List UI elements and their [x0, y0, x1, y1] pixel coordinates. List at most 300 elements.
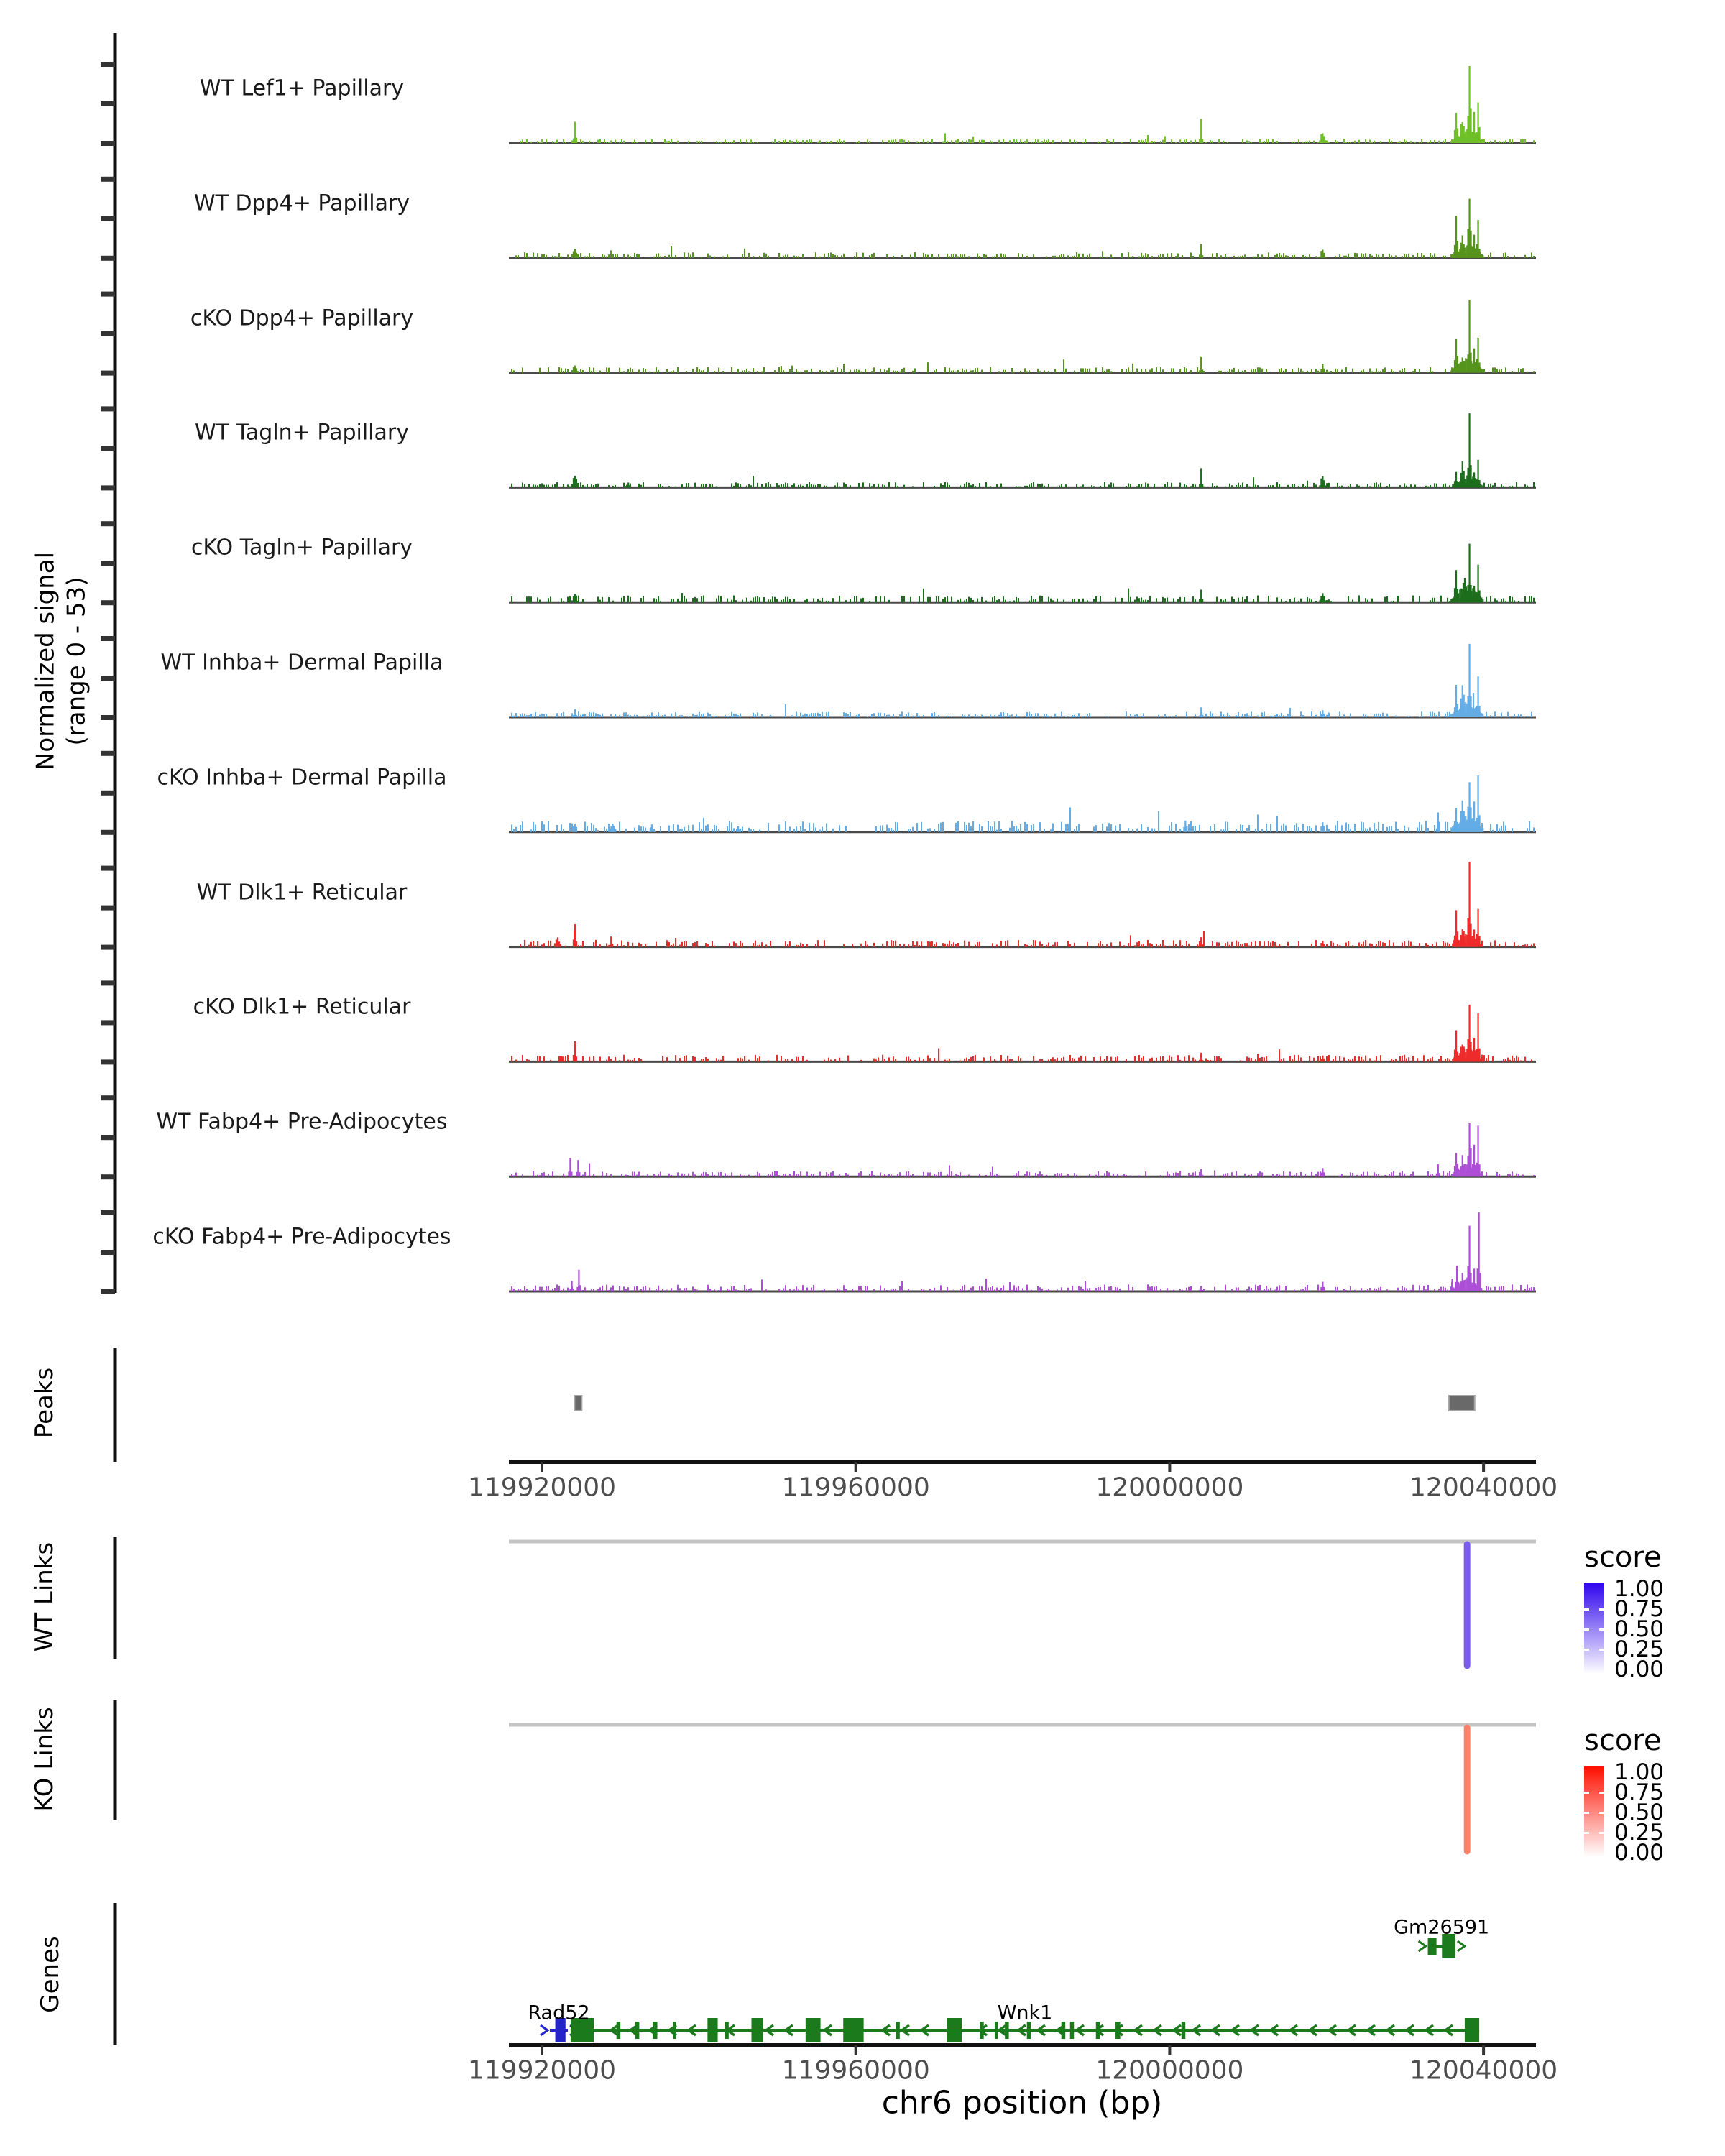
signal-noise [826, 486, 827, 487]
signal-noise [884, 596, 886, 602]
signal-noise [1518, 1057, 1519, 1061]
signal-peak [1320, 1287, 1322, 1291]
signal-peak [1478, 251, 1479, 258]
signal-noise [1285, 601, 1287, 602]
signal-noise [1167, 1060, 1168, 1061]
signal-noise [1298, 139, 1300, 143]
signal-noise [1518, 945, 1519, 946]
signal-noise [1067, 941, 1069, 946]
signal-noise [871, 1171, 873, 1176]
signal-noise [1259, 1285, 1261, 1291]
signal-noise [1208, 1060, 1209, 1061]
signal-peak [1476, 825, 1478, 832]
signal-noise [1292, 369, 1293, 373]
signal-noise [1289, 1171, 1291, 1176]
signal-noise [811, 139, 812, 143]
signal-noise [705, 1057, 707, 1061]
signal-noise [1126, 1175, 1127, 1176]
signal-noise [1188, 824, 1190, 832]
signal-noise [1136, 596, 1138, 602]
signal-noise [990, 826, 991, 832]
signal-noise [1300, 711, 1302, 717]
signal-noise [852, 1289, 853, 1291]
signal-noise [606, 943, 607, 946]
signal-peak [1471, 1168, 1472, 1176]
signal-noise [539, 142, 540, 143]
signal-noise [899, 139, 901, 143]
signal-noise [1110, 824, 1112, 832]
signal-noise [750, 829, 752, 832]
links-legend-dash [1599, 1608, 1604, 1611]
signal-noise [699, 712, 700, 717]
signal-noise [729, 821, 730, 832]
signal-noise [1240, 1061, 1241, 1062]
signal-noise [964, 1285, 965, 1291]
signal-noise [709, 1289, 711, 1291]
signal-noise [914, 1060, 916, 1062]
signal-noise [1533, 371, 1535, 372]
signal-noise [1050, 829, 1052, 831]
signal-noise [947, 596, 948, 602]
signal-noise [858, 370, 860, 373]
signal-noise [1033, 599, 1034, 602]
signal-noise [972, 370, 974, 372]
signal-noise [692, 714, 694, 717]
signal-noise [524, 1286, 525, 1291]
signal-noise [841, 369, 842, 373]
signal-noise [1361, 1174, 1362, 1176]
signal-noise [1522, 1174, 1524, 1176]
signal-noise [1419, 369, 1420, 372]
signal-noise [785, 821, 786, 832]
signal-noise [727, 1289, 728, 1291]
signal-noise [1266, 369, 1267, 373]
signal-peak [569, 1158, 571, 1176]
signal-noise [1113, 483, 1114, 487]
signal-noise [1037, 713, 1039, 717]
signal-noise [548, 1174, 549, 1176]
signal-noise [1270, 485, 1271, 487]
signal-noise [1272, 1174, 1274, 1176]
signal-noise [1016, 826, 1017, 831]
signal-noise [988, 1288, 989, 1291]
signal-noise [992, 257, 993, 258]
signal-noise [949, 941, 950, 947]
signal-noise [533, 822, 534, 832]
signal-noise [862, 482, 864, 487]
signal-noise [1514, 600, 1515, 602]
signal-noise [806, 1287, 808, 1291]
signal-noise [832, 1171, 834, 1176]
signal-peak [1459, 1053, 1460, 1061]
signal-peak [1479, 139, 1481, 143]
links-legend-tick-label: 0.75 [1614, 1779, 1665, 1805]
track-label: cKO Tagln+ Papillary [190, 535, 413, 561]
signal-noise [1427, 142, 1429, 143]
signal-noise [765, 944, 767, 946]
signal-noise [1037, 1174, 1039, 1176]
signal-noise [906, 1171, 907, 1176]
signal-noise [1190, 1175, 1192, 1176]
signal-noise [1302, 1289, 1304, 1291]
signal-noise [1070, 1055, 1071, 1061]
signal-noise [617, 944, 618, 947]
signal-noise [1154, 141, 1155, 143]
signal-noise [1309, 1056, 1310, 1061]
signal-noise [800, 484, 801, 487]
signal-noise [1509, 1174, 1511, 1176]
gene-exon-box [635, 2022, 639, 2039]
signal-noise [690, 254, 691, 257]
signal-peak [558, 1060, 559, 1061]
signal-noise [737, 1290, 739, 1291]
signal-noise [1134, 600, 1136, 603]
signal-peak [1450, 254, 1452, 258]
signal-noise [819, 484, 821, 488]
signal-noise [1402, 369, 1403, 373]
signal-noise [1214, 824, 1215, 832]
signal-noise [858, 141, 860, 143]
signal-noise [1102, 367, 1103, 373]
signal-noise [1216, 1056, 1218, 1061]
signal-noise [847, 1056, 849, 1062]
signal-noise [740, 941, 741, 946]
signal-peak [559, 1056, 561, 1062]
signal-noise [1003, 254, 1004, 258]
signal-noise [679, 601, 681, 602]
signal-peak [736, 829, 737, 832]
signal-noise [774, 1171, 776, 1177]
signal-noise [606, 1173, 607, 1176]
signal-peak [1450, 714, 1452, 717]
signal-noise [1074, 256, 1075, 258]
signal-noise [923, 1059, 924, 1061]
signal-noise [891, 940, 892, 946]
signal-noise [960, 1061, 961, 1062]
signal-noise [733, 596, 735, 603]
signal-noise [1257, 1173, 1259, 1176]
signal-noise [791, 485, 793, 487]
signal-noise [768, 482, 769, 488]
signal-noise [1374, 372, 1375, 373]
signal-peak [1481, 254, 1482, 258]
signal-noise [1108, 823, 1110, 832]
signal-noise [968, 942, 970, 947]
signal-peak [1472, 937, 1473, 946]
signal-noise [1382, 942, 1384, 946]
signal-noise [737, 1058, 739, 1061]
signal-noise [582, 485, 584, 488]
signal-noise [966, 599, 967, 602]
genome-axis-tick-label: 119920000 [467, 2055, 617, 2086]
gene-exon-box [673, 2022, 676, 2039]
signal-noise [550, 941, 551, 947]
signal-noise [533, 716, 534, 717]
signal-noise [1494, 711, 1496, 717]
signal-noise [947, 1061, 948, 1062]
signal-noise [1106, 716, 1108, 717]
signal-noise [1037, 1286, 1039, 1291]
signal-noise [606, 829, 607, 832]
signal-noise [1242, 597, 1243, 602]
signal-noise [1061, 822, 1062, 832]
signal-noise [1352, 369, 1353, 373]
signal-noise [873, 713, 875, 717]
signal-noise [1147, 827, 1149, 832]
signal-noise [714, 946, 715, 947]
signal-noise [1167, 482, 1168, 488]
signal-noise [1057, 599, 1058, 602]
signal-noise [1220, 371, 1222, 373]
signal-noise [888, 715, 890, 717]
signal-noise [1443, 941, 1444, 947]
signal-noise [1371, 256, 1373, 258]
signal-noise [1020, 1058, 1021, 1061]
signal-noise [1296, 1173, 1297, 1176]
links-legend-tick-label: 0.00 [1614, 1840, 1665, 1866]
signal-noise [615, 485, 616, 488]
signal-peak [1453, 1172, 1455, 1176]
gene-exon-box [896, 2022, 899, 2039]
signal-noise [1354, 824, 1356, 832]
signal-peak [1468, 476, 1469, 487]
signal-noise [1253, 477, 1254, 487]
signal-noise [919, 945, 920, 947]
signal-noise [649, 1288, 650, 1291]
signal-noise [755, 596, 756, 602]
signal-noise [1190, 821, 1192, 832]
signal-noise [1246, 484, 1248, 487]
signal-noise [720, 1172, 722, 1176]
signal-noise [1412, 596, 1414, 603]
signal-noise [1261, 142, 1263, 143]
signal-noise [1186, 368, 1187, 372]
signal-peak [1450, 827, 1452, 831]
signal-peak [1471, 1283, 1472, 1291]
signal-noise [796, 711, 797, 717]
signal-noise [1376, 944, 1377, 947]
signal-noise [886, 941, 888, 946]
signal-noise [612, 601, 614, 603]
signal-noise [1507, 256, 1509, 258]
signal-noise [1259, 1058, 1261, 1061]
signal-peak [1322, 249, 1323, 257]
signal-noise [1113, 257, 1114, 258]
signal-noise [1024, 486, 1026, 488]
signal-noise [1447, 1290, 1448, 1291]
signal-noise [951, 1171, 952, 1176]
signal-noise [530, 596, 532, 602]
signal-peak [1468, 821, 1469, 831]
signal-noise [1231, 596, 1233, 602]
signal-noise [1343, 1057, 1345, 1061]
signal-noise [552, 256, 553, 258]
signal-noise [1432, 1057, 1433, 1062]
signal-noise [563, 601, 564, 602]
signal-noise [845, 1289, 847, 1291]
signal-noise [608, 485, 610, 487]
signal-noise [658, 484, 659, 488]
signal-peak [1199, 484, 1200, 488]
signal-noise [518, 255, 519, 258]
signal-noise [684, 827, 685, 832]
signal-noise [1231, 1289, 1233, 1291]
signal-noise [1527, 828, 1528, 832]
signal-noise [1039, 941, 1041, 946]
signal-noise [705, 826, 707, 832]
signal-peak [1466, 129, 1468, 143]
signal-noise [1281, 255, 1282, 258]
signal-peak [1475, 592, 1476, 603]
signal-peak [1456, 364, 1458, 373]
signal-noise [1367, 484, 1368, 488]
signal-noise [1369, 1058, 1371, 1061]
peak-interval-box [1449, 1396, 1475, 1411]
signal-noise [865, 941, 866, 946]
signal-noise [1378, 822, 1379, 832]
signal-noise [884, 1059, 886, 1062]
signal-noise [1255, 1285, 1256, 1291]
signal-noise [1179, 829, 1181, 832]
signal-noise [660, 256, 661, 257]
signal-peak [1460, 706, 1462, 717]
signal-noise [985, 716, 987, 717]
signal-peak [1199, 945, 1200, 947]
signal-noise [1512, 371, 1513, 373]
signal-noise [567, 597, 569, 603]
signal-noise [681, 829, 683, 832]
signal-noise [1527, 944, 1528, 947]
signal-noise [602, 714, 603, 717]
signal-noise [1307, 597, 1308, 602]
signal-noise [1380, 714, 1381, 717]
signal-noise [602, 597, 603, 602]
signal-noise [757, 596, 758, 603]
signal-noise [1348, 142, 1349, 143]
signal-noise [936, 1175, 937, 1176]
signal-noise [612, 254, 614, 257]
signal-noise [539, 1056, 540, 1061]
signal-noise [1374, 1061, 1375, 1062]
signal-noise [597, 1289, 599, 1291]
signal-noise [692, 1286, 694, 1291]
signal-noise [703, 714, 704, 717]
signal-noise [791, 366, 793, 373]
signal-noise [664, 139, 666, 143]
signal-noise [664, 715, 666, 717]
signal-noise [671, 599, 672, 602]
signal-noise [1000, 1055, 1002, 1061]
signal-noise [919, 596, 920, 603]
signal-noise [1300, 1172, 1302, 1176]
signal-noise [1281, 599, 1282, 602]
signal-noise [819, 370, 821, 373]
signal-noise [1533, 140, 1535, 143]
signal-noise [1039, 142, 1041, 143]
signal-noise [750, 139, 752, 143]
signal-noise [541, 1287, 543, 1291]
signal-noise [673, 257, 674, 258]
signal-noise [727, 142, 728, 143]
signal-noise [1151, 368, 1153, 372]
signal-noise [936, 942, 937, 946]
signal-peak [1475, 1056, 1476, 1061]
signal-noise [750, 601, 752, 602]
signal-noise [897, 1174, 898, 1176]
track-label: WT Lef1+ Papillary [199, 75, 405, 101]
signal-noise [964, 715, 965, 717]
signal-noise [1488, 255, 1489, 258]
signal-noise [548, 941, 549, 947]
signal-noise [936, 596, 937, 602]
signal-peak [1466, 476, 1468, 488]
links-legend-tick-label: 0.50 [1614, 1616, 1665, 1642]
signal-peak [1471, 479, 1472, 488]
signal-noise [897, 371, 898, 373]
signal-noise [1080, 1287, 1082, 1291]
signal-noise [929, 597, 931, 602]
signal-noise [1317, 371, 1319, 373]
signal-noise [643, 482, 644, 487]
signal-noise [1505, 1059, 1506, 1061]
signal-peak [1468, 586, 1469, 602]
signal-noise [675, 1055, 676, 1061]
signal-noise [1294, 372, 1295, 373]
signal-noise [1307, 481, 1308, 488]
signal-noise [806, 714, 808, 717]
links-legend-dash [1584, 1812, 1589, 1814]
signal-noise [1374, 823, 1375, 832]
signal-noise [615, 254, 616, 258]
signal-peak [1450, 1286, 1451, 1291]
signal-noise [673, 944, 674, 947]
signal-noise [1113, 139, 1114, 143]
links-legend-tick-label: 1.00 [1614, 1576, 1665, 1602]
signal-noise [1160, 1175, 1162, 1176]
signal-peak [1436, 829, 1438, 832]
signal-noise [977, 599, 978, 603]
signal-peak [1468, 360, 1469, 372]
signal-noise [1376, 1289, 1377, 1291]
signal-noise [656, 942, 657, 947]
signal-noise [1173, 598, 1174, 602]
signal-noise [718, 368, 719, 373]
signal-peak [1202, 255, 1203, 258]
signal-noise [1404, 1287, 1405, 1291]
signal-noise [1488, 142, 1489, 143]
signal-noise [632, 369, 633, 373]
signal-noise [724, 1173, 726, 1176]
signal-noise [1070, 807, 1071, 831]
signal-peak [1200, 1053, 1202, 1062]
signal-noise [563, 1289, 564, 1291]
signal-noise [606, 1060, 607, 1062]
signal-noise [1484, 483, 1485, 488]
signal-noise [1326, 944, 1328, 946]
signal-noise [970, 371, 972, 373]
signal-noise [1494, 140, 1496, 143]
signal-noise [979, 140, 980, 143]
signal-peak [1199, 254, 1200, 258]
signal-noise [599, 600, 601, 603]
signal-noise [716, 487, 717, 488]
signal-noise [1328, 142, 1330, 143]
signal-noise [783, 140, 784, 143]
signal-noise [1048, 597, 1049, 603]
signal-noise [785, 482, 786, 487]
signal-noise [819, 257, 821, 258]
signal-noise [1317, 257, 1319, 258]
